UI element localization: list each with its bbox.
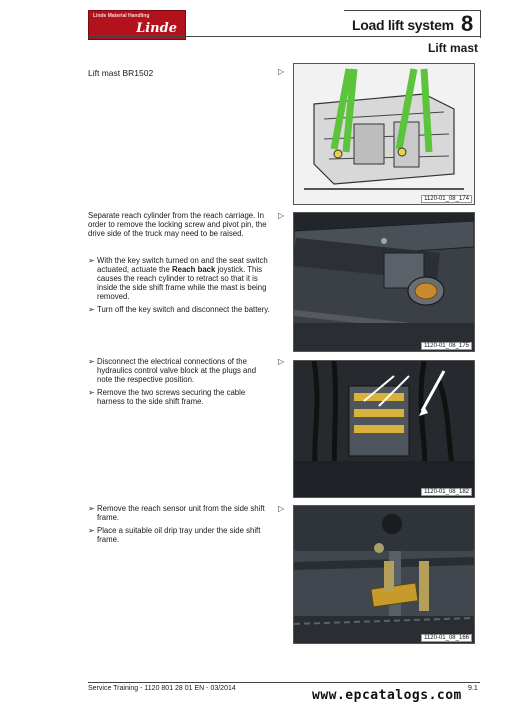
section-heading: Lift mast BR1502 [88, 68, 154, 78]
figure-caption: 1120-01_08_174 [421, 195, 472, 203]
step-arrow-icon: ▷ [278, 504, 285, 513]
figure-reach-cylinder [293, 212, 475, 352]
figure-reach-sensor [293, 505, 475, 644]
step-arrow-icon: ▷ [278, 67, 285, 76]
bullet-list [88, 504, 273, 548]
list-item: ➢ With the key switch turned on and the seat switch actuated, actuate the Reach back joystick. This causes the reach cylinder to retract so that it is inside the side shift frame while the mast is being removed. [88, 256, 268, 301]
header-divider [88, 36, 480, 37]
figure-caption: 1120-01_08_166 [421, 634, 472, 642]
figure-caption: 1120-01_08_182 [421, 488, 472, 496]
chapter-number: 8 [461, 11, 474, 36]
list-item: ➢ Remove the reach sensor unit from the side shift frame. [88, 504, 265, 522]
step-arrow-icon: ▷ [278, 211, 285, 220]
page-title: Load lift system [352, 17, 454, 33]
list-item: ➢ Turn off the key switch and disconnect the battery. [88, 305, 270, 314]
watermark-link[interactable]: www.epcatalogs.com [312, 688, 462, 703]
bullet-list [88, 256, 273, 318]
figure-caption: 1120-01_08_175 [421, 342, 472, 350]
step-arrow-icon: ▷ [278, 357, 285, 366]
page-subtitle: Lift mast [428, 41, 479, 55]
logo-wordmark: Linde [136, 21, 177, 36]
bullet-list [88, 357, 273, 410]
list-item: ➢ Place a suitable oil drip tray under the side shift frame. [88, 526, 261, 544]
footer-text: Service Training - 1120 801 28 01 EN - 03/2014 [88, 685, 236, 692]
logo-tagline: Linde Material Handling [93, 13, 150, 19]
page-number: 9.1 [468, 685, 478, 692]
footer-divider [88, 682, 480, 683]
list-item: ➢ Disconnect the electrical connections of the hydraulics control valve block at the plugs and note the respective position. [88, 357, 257, 384]
list-item: ➢ Remove the two screws securing the cable harness to the side shift frame. [88, 388, 246, 406]
step-text-reach-cylinder: Separate reach cylinder from the reach carriage. In order to remove the locking screw and pivot pin, the drive side of the truck may need to be raised. [88, 211, 267, 238]
figure-control-valve-block [293, 360, 475, 498]
figure-lift-mast-straps [293, 63, 475, 205]
